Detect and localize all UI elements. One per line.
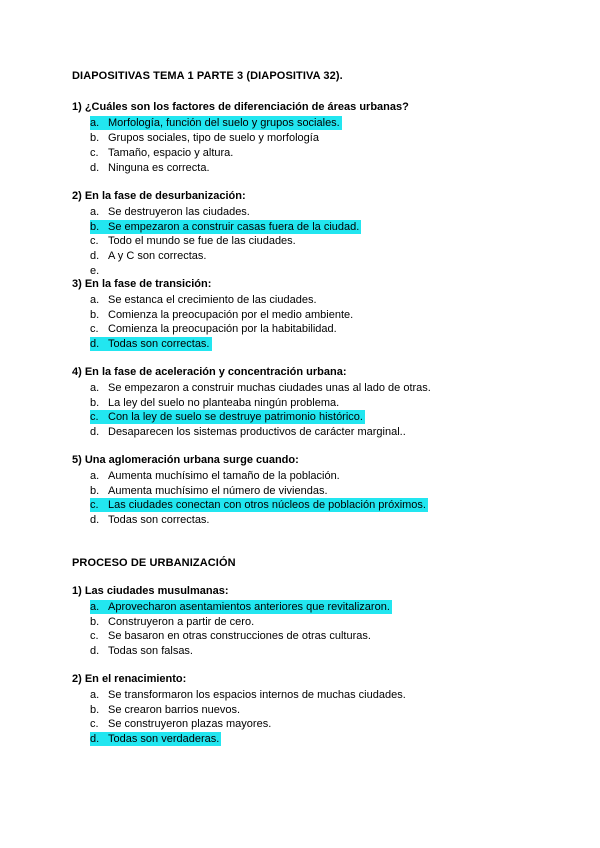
option-letter: b. <box>90 132 100 144</box>
option-text: Todas son correctas. <box>108 514 210 526</box>
option-letter: d. <box>90 426 100 438</box>
answer-option <box>90 146 233 160</box>
answer-option <box>90 425 406 439</box>
answer-option <box>90 264 108 278</box>
option-letter: a. <box>90 206 100 218</box>
option-text: Se crearon barrios nuevos. <box>108 704 241 716</box>
option-letter: b. <box>90 309 100 321</box>
option-letter: b. <box>90 397 100 409</box>
option-text: Con la ley de suelo se destruye patrimonio histórico. <box>108 411 363 423</box>
option-letter: a. <box>90 117 100 129</box>
option-text: Se transformaron los espacios internos de muchas ciudades. <box>108 689 406 701</box>
answer-option-highlighted <box>90 337 212 351</box>
option-letter: e. <box>90 265 100 277</box>
question-title: 4) En la fase de aceleración y concentración urbana: <box>72 366 347 378</box>
option-letter: c. <box>90 235 99 247</box>
answer-option <box>90 513 210 527</box>
option-letter: d. <box>90 250 100 262</box>
option-text: La ley del suelo no planteaba ningún problema. <box>108 397 340 409</box>
option-text: Comienza la preocupación por la habitabilidad. <box>108 323 337 335</box>
answer-option-highlighted <box>90 732 221 746</box>
option-letter: c. <box>90 147 99 159</box>
answer-option <box>90 249 206 263</box>
answer-option-highlighted <box>90 498 428 512</box>
option-letter: b. <box>90 704 100 716</box>
option-letter: d. <box>90 645 100 657</box>
answer-option <box>90 293 317 307</box>
option-text: Todas son correctas. <box>108 338 210 350</box>
option-text: Las ciudades conectan con otros núcleos de población próximos. <box>108 499 426 511</box>
question-title: 1) ¿Cuáles son los factores de diferenciación de áreas urbanas? <box>72 101 409 113</box>
option-text: Aumenta muchísimo el número de viviendas. <box>108 485 328 497</box>
question-title: 2) En la fase de desurbanización: <box>72 190 246 202</box>
option-text: Todas son falsas. <box>108 645 193 657</box>
option-text: Se basaron en otras construcciones de otras culturas. <box>108 630 371 642</box>
answer-option <box>90 322 337 336</box>
option-letter: b. <box>90 616 100 628</box>
answer-option-highlighted <box>90 116 342 130</box>
option-text: Tamaño, espacio y altura. <box>108 147 234 159</box>
option-text: Se construyeron plazas mayores. <box>108 718 272 730</box>
section-title: PROCESO DE URBANIZACIÓN <box>72 557 236 569</box>
answer-option <box>90 161 210 175</box>
answer-option <box>90 484 328 498</box>
option-letter: c. <box>90 499 99 511</box>
section-title: DIAPOSITIVAS TEMA 1 PARTE 3 (DIAPOSITIVA 32). <box>72 70 343 82</box>
answer-option <box>90 703 240 717</box>
answer-option <box>90 308 353 322</box>
question-title: 3) En la fase de transición: <box>72 278 212 290</box>
option-text: Se estanca el crecimiento de las ciudades. <box>108 294 317 306</box>
option-letter: b. <box>90 221 100 233</box>
option-letter: d. <box>90 514 100 526</box>
option-text: Aprovecharon asentamientos anteriores que revitalizaron. <box>108 601 390 613</box>
answer-option <box>90 629 371 643</box>
option-letter: c. <box>90 718 99 730</box>
answer-option <box>90 688 406 702</box>
option-text: Comienza la preocupación por el medio ambiente. <box>108 309 354 321</box>
answer-option <box>90 131 319 145</box>
option-text: Se destruyeron las ciudades. <box>108 206 250 218</box>
option-text: Morfología, función del suelo y grupos sociales. <box>108 117 340 129</box>
answer-option-highlighted <box>90 410 365 424</box>
option-text: Se empezaron a construir muchas ciudades unas al lado de otras. <box>108 382 431 394</box>
answer-option <box>90 234 296 248</box>
option-text: Todas son verdaderas. <box>108 733 220 745</box>
answer-option <box>90 396 339 410</box>
option-letter: c. <box>90 630 99 642</box>
answer-option-highlighted <box>90 220 361 234</box>
option-letter: a. <box>90 470 100 482</box>
option-text: Ninguna es correcta. <box>108 162 210 174</box>
option-letter: d. <box>90 338 100 350</box>
option-letter: c. <box>90 323 99 335</box>
option-text: Grupos sociales, tipo de suelo y morfología <box>108 132 319 144</box>
answer-option <box>90 381 431 395</box>
question-title: 5) Una aglomeración urbana surge cuando: <box>72 454 299 466</box>
answer-option <box>90 615 254 629</box>
option-text: Todo el mundo se fue de las ciudades. <box>108 235 296 247</box>
option-letter: a. <box>90 294 100 306</box>
answer-option <box>90 205 250 219</box>
option-letter: c. <box>90 411 99 423</box>
option-text: Aumenta muchísimo el tamaño de la población. <box>108 470 340 482</box>
answer-option <box>90 469 340 483</box>
option-text: Desaparecen los sistemas productivos de carácter marginal.. <box>108 426 406 438</box>
question-title: 1) Las ciudades musulmanas: <box>72 585 229 597</box>
option-letter: a. <box>90 689 100 701</box>
option-text: A y C son correctas. <box>108 250 207 262</box>
option-letter: a. <box>90 382 100 394</box>
answer-option <box>90 717 271 731</box>
answer-option <box>90 644 193 658</box>
option-letter: d. <box>90 733 100 745</box>
option-text: Construyeron a partir de cero. <box>108 616 255 628</box>
question-title: 2) En el renacimiento: <box>72 673 187 685</box>
answer-option-highlighted <box>90 600 392 614</box>
option-letter: d. <box>90 162 100 174</box>
option-letter: b. <box>90 485 100 497</box>
option-letter: a. <box>90 601 100 613</box>
option-text: Se empezaron a construir casas fuera de la ciudad. <box>108 221 360 233</box>
